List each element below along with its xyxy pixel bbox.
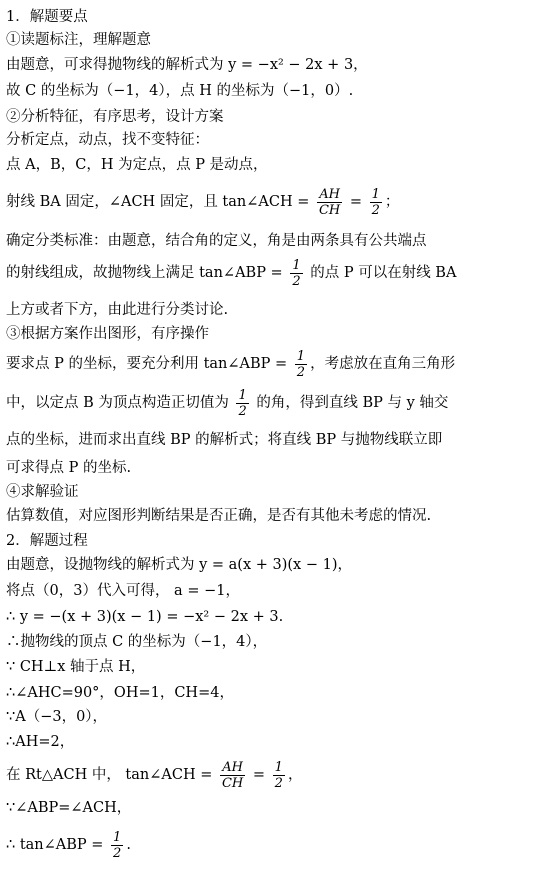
fraction-denominator: CH (318, 202, 341, 218)
text-segment: 由题意，可求得抛物线的解析式为 y = −x² − 2x + 3， (6, 57, 368, 73)
text-segment: . (126, 837, 131, 853)
fraction-numerator: 1 (292, 257, 301, 273)
fraction-numerator: 1 (238, 387, 247, 403)
text-segment: ∴AH=2， (6, 734, 75, 750)
text-line (6, 427, 533, 453)
text-segment: 1．解题要点 (6, 9, 88, 25)
text-segment: 射线 BA 固定，∠ACH 固定，且 tan∠ACH = (6, 194, 314, 210)
text-line (6, 385, 533, 421)
text-segment: ∵∠ABP=∠ACH， (6, 800, 132, 816)
text-line (6, 127, 533, 153)
text-line (6, 52, 533, 78)
fraction (111, 830, 123, 861)
text-segment: ∴∠AHC=90°，OH=1，CH=4， (6, 685, 234, 701)
text-segment: ③根据方案作出图形，有序操作 (6, 326, 209, 342)
fraction-denominator: 2 (296, 364, 306, 380)
text-line (6, 228, 533, 254)
text-segment: ，考虑放在直角三角形 (310, 356, 456, 372)
text-line (6, 297, 533, 323)
text-segment: 由题意，设抛物线的解析式为 y = a(x + 3)(x − 1)， (6, 557, 352, 573)
fraction-denominator: 2 (274, 775, 283, 791)
text-line (6, 346, 533, 382)
fraction-numerator: 1 (296, 348, 306, 364)
fraction (295, 349, 307, 380)
text-segment: 将点（0，3）代入可得， a = −1， (6, 583, 240, 599)
text-segment: 中，以定点 B 为顶点构造正切值为 (6, 395, 234, 411)
text-line (6, 255, 533, 291)
fraction-numerator: 1 (371, 186, 380, 202)
fraction-denominator: 2 (371, 202, 380, 218)
fraction (220, 760, 245, 791)
text-segment: ①读题标注，理解题意 (6, 32, 151, 48)
text-segment: 可求得点 P 的坐标. (6, 460, 132, 476)
text-segment: ， (287, 767, 303, 783)
text-line (6, 455, 533, 481)
text-segment: 故 C 的坐标为（−1，4），点 H 的坐标为（−1，0）. (6, 83, 354, 99)
text-segment: ②分析特征，有序思考，设计方案 (6, 109, 224, 125)
text-segment: 点 A，B，C，H 为定点，点 P 是动点， (6, 157, 268, 173)
text-segment: 上方或者下方，由此进行分类讨论. (6, 302, 229, 318)
text-line (6, 321, 533, 347)
fraction (236, 388, 248, 419)
text-line (6, 680, 533, 706)
text-line (6, 78, 533, 104)
text-segment: 2．解题过程 (6, 533, 88, 549)
fraction-numerator: 1 (113, 829, 122, 845)
text-line (6, 479, 533, 505)
fraction-denominator: 2 (113, 845, 122, 861)
fraction-denominator: CH (221, 775, 244, 791)
text-segment: ∴ tan∠ABP = (6, 837, 109, 853)
text-line (6, 552, 533, 578)
text-segment: 点的坐标，进而求出直线 BP 的解析式；将直线 BP 与抛物线联立即 (6, 432, 443, 448)
text-segment: ； (384, 194, 400, 210)
text-line (6, 795, 533, 821)
text-segment: ∴ y = −(x + 3)(x − 1) = −x² − 2x + 3. (6, 609, 284, 625)
fraction-denominator: 2 (238, 403, 247, 419)
text-segment: = (248, 767, 270, 783)
fraction (317, 187, 342, 218)
text-segment: 估算数值，对应图形判断结果是否正确，是否有其他未考虑的情况. (6, 508, 432, 524)
text-line (6, 654, 533, 680)
text-line (6, 704, 533, 730)
text-line (6, 503, 533, 529)
text-line (6, 184, 533, 220)
text-segment: ④求解验证 (6, 484, 79, 500)
text-segment: 的射线组成，故抛物线上满足 tan∠ABP = (6, 265, 288, 281)
text-line (6, 629, 533, 655)
text-line (6, 604, 533, 630)
text-line (6, 152, 533, 178)
fraction (370, 187, 382, 218)
text-line (6, 578, 533, 604)
fraction-numerator: AH (222, 759, 243, 775)
text-line (6, 729, 533, 755)
text-segment: ∴抛物线的顶点 C 的坐标为（−1，4）， (6, 634, 268, 650)
text-segment: 确定分类标准：由题意，结合角的定义，角是由两条具有公共端点 (6, 233, 427, 249)
fraction-numerator: 1 (274, 759, 283, 775)
text-segment: 要求点 P 的坐标，要充分利用 tan∠ABP = (6, 356, 292, 372)
text-segment: 在 Rt△ACH 中， tan∠ACH = (6, 767, 217, 783)
text-segment: 的角，得到直线 BP 与 y 轴交 (251, 395, 449, 411)
text-line (6, 528, 533, 554)
text-segment: ∵A（−3，0）， (6, 709, 108, 725)
text-segment: 的点 P 可以在射线 BA (305, 265, 457, 281)
text-line (6, 27, 533, 53)
text-segment: ∵ CH⊥x 轴于点 H， (6, 659, 146, 675)
fraction (273, 760, 285, 791)
fraction-numerator: AH (319, 186, 340, 202)
fraction (290, 258, 302, 289)
text-line (6, 827, 533, 863)
text-segment: 分析定点，动点，找不变特征： (6, 132, 209, 148)
fraction-denominator: 2 (292, 273, 301, 289)
text-line (6, 757, 533, 793)
text-segment: = (345, 194, 367, 210)
